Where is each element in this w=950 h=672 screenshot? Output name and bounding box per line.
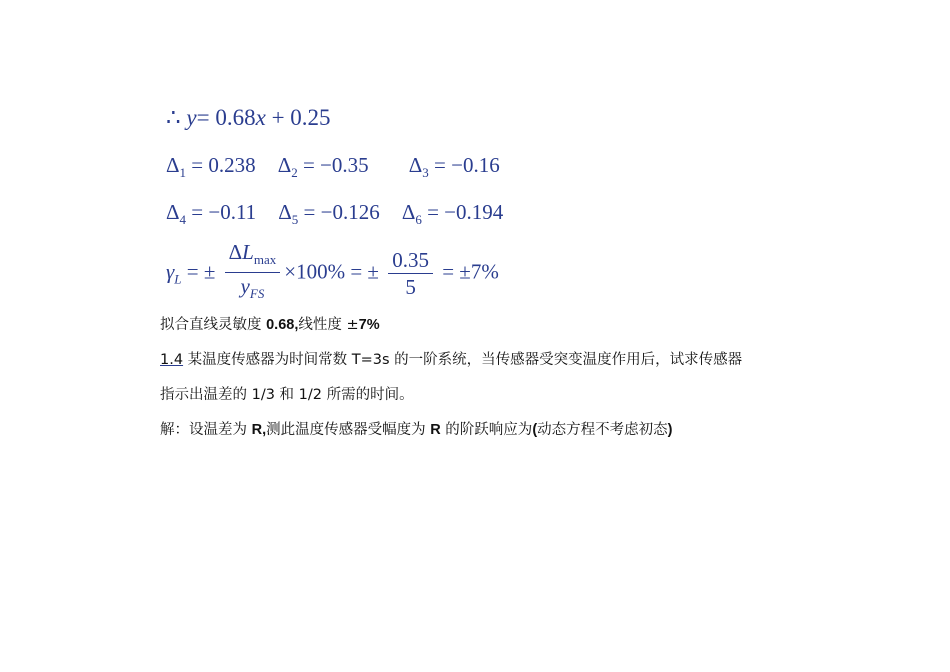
- solution-line: 解：设温差为 R,测此温度传感器受幅度为 R 的阶跃响应为(动态方程不考虑初态): [160, 422, 673, 438]
- fit-result-line: 拟合直线灵敏度 0.68,线性度 ±7%: [160, 317, 380, 333]
- regression-intercept: + 0.25: [265, 105, 331, 130]
- linearity-formula: $\gamma_L$ = ± $\frac{\Delta L_{max}}{y_{FS}}$ ×100% = ± $\frac{0.35}{5}$ = ±7%: [166, 240, 499, 307]
- problem-statement-line-1: 1.4 某温度传感器为时间常数 T=3s 的一阶系统，当传感器受突变温度作用后，试求传感器: [160, 352, 743, 368]
- delta-4: $\Delta_4 = -0.11$: [166, 200, 257, 227]
- gamma-symbol: γ: [166, 259, 175, 284]
- problem-statement-line-2: 指示出温差的 1/3 和 1/2 所需的时间。: [160, 387, 414, 403]
- delta-5: $\Delta_5 = -0.126$: [278, 200, 380, 227]
- y-var: y: [186, 105, 197, 130]
- problem-number: 1.4: [160, 352, 184, 368]
- fraction-deltaL-over-yFS: $\frac{\Delta L_{max}}{y_{FS}}$: [225, 240, 281, 307]
- delta-1: $\Delta_1 = 0.238$: [166, 153, 256, 180]
- delta-row-2: [166, 200, 503, 228]
- delta-row-1: [166, 153, 500, 181]
- therefore-symbol: ∴: [166, 105, 181, 130]
- x-var: x: [255, 105, 266, 130]
- fraction-035-over-5: $\frac{0.35}{5}$: [388, 248, 433, 300]
- delta-3: $\Delta_3 = -0.16$: [408, 153, 500, 180]
- regression-coef: = 0.68: [196, 105, 256, 130]
- delta-6: $\Delta_6 = -0.194$: [401, 200, 504, 227]
- regression-equation: [166, 105, 331, 131]
- delta-2: $\Delta_2 = -0.35$: [277, 153, 369, 180]
